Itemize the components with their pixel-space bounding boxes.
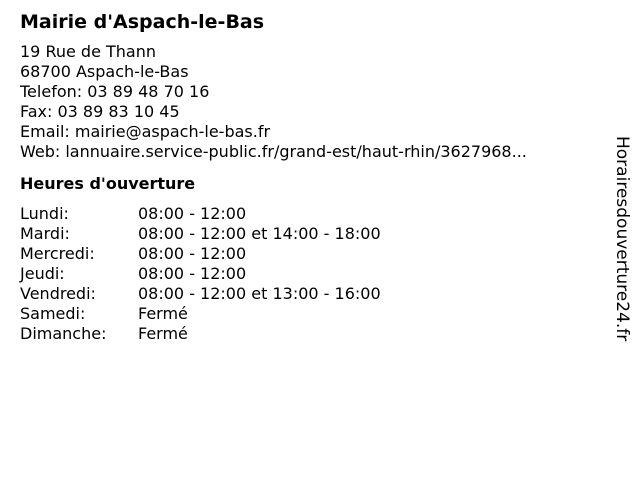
opening-hours-list [20, 204, 610, 344]
time-value: 08:00 - 12:00 et 14:00 - 18:00 [138, 224, 381, 243]
day-label: Lundi: [20, 204, 69, 223]
site-watermark: Horairesdouverture24.fr [612, 136, 632, 342]
street-address: 19 Rue de Thann [20, 42, 156, 61]
phone-line: Telefon: 03 89 48 70 16 [20, 82, 210, 101]
time-value: 08:00 - 12:00 [138, 204, 247, 223]
day-label: Vendredi: [20, 284, 96, 303]
hours-row-monday [20, 204, 610, 224]
hours-row-wednesday [20, 244, 610, 264]
web-line: Web: lannuaire.service-public.fr/grand-est/haut-rhin/3627968... [20, 142, 527, 161]
day-label: Dimanche: [20, 324, 107, 343]
hours-row-sunday [20, 324, 610, 344]
hours-row-saturday [20, 304, 610, 324]
day-label: Mardi: [20, 224, 70, 243]
business-name: Mairie d'Aspach-le-Bas [20, 11, 265, 33]
day-label: Mercredi: [20, 244, 95, 263]
opening-hours-title: Heures d'ouverture [20, 174, 196, 193]
time-value: Fermé [138, 304, 188, 323]
city-address: 68700 Aspach-le-Bas [20, 62, 189, 81]
email-line: Email: mairie@aspach-le-bas.fr [20, 122, 271, 141]
hours-row-friday [20, 284, 610, 304]
hours-row-tuesday [20, 224, 610, 244]
time-value: 08:00 - 12:00 [138, 244, 247, 263]
day-label: Samedi: [20, 304, 86, 323]
day-label: Jeudi: [20, 264, 65, 283]
time-value: Fermé [138, 324, 188, 343]
time-value: 08:00 - 12:00 et 13:00 - 16:00 [138, 284, 381, 303]
business-card [20, 10, 610, 344]
fax-line: Fax: 03 89 83 10 45 [20, 102, 180, 121]
hours-row-thursday [20, 264, 610, 284]
address-block [20, 42, 610, 162]
time-value: 08:00 - 12:00 [138, 264, 247, 283]
